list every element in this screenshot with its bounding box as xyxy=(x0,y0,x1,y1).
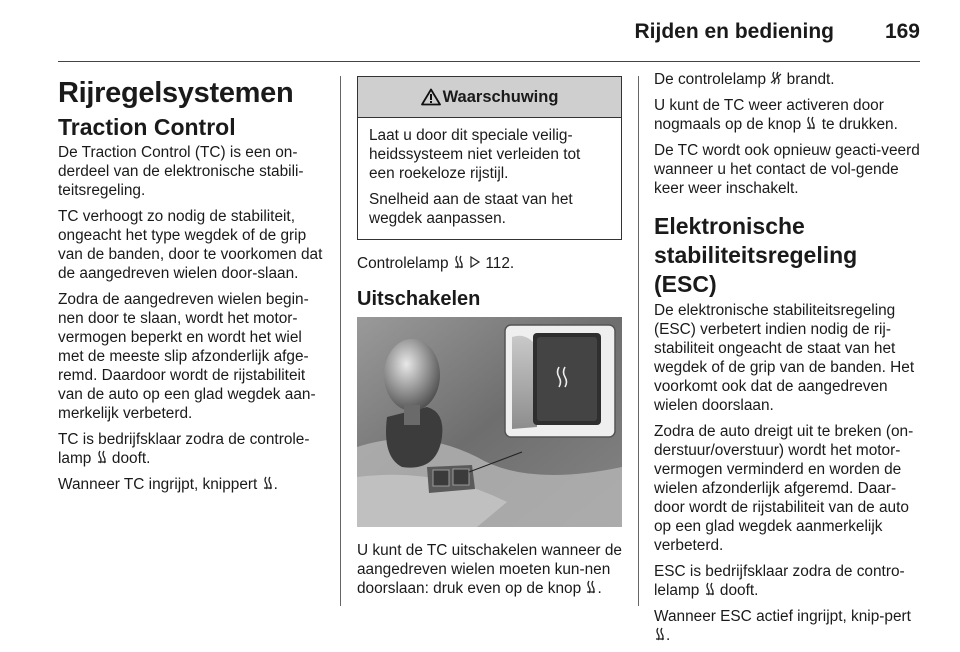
text-run: . xyxy=(597,580,602,597)
text-run: De controlelamp xyxy=(654,71,767,88)
text-run: ESC is bedrijfsklaar zodra de contro-lelamp xyxy=(654,563,905,599)
traction-control-icon xyxy=(704,582,716,596)
subsection-title: Traction Control xyxy=(58,114,236,140)
paragraph: TC verhoogt zo nodig de stabiliteit, ongeacht het type wegdek of de grip van de banden, door te voorkomen dat de aangedreven wielen door-slaan. xyxy=(58,208,323,282)
paragraph xyxy=(654,562,922,600)
text-run: Controlelamp xyxy=(357,255,449,272)
paragraph: De Traction Control (TC) is een on-derdeel van de elektronische stabili-teitsregeling. xyxy=(58,144,304,199)
text-run: 112. xyxy=(485,255,515,272)
paragraph xyxy=(58,430,326,468)
tc-button-photo xyxy=(357,317,622,527)
paragraph: Zodra de auto dreigt uit te breken (on-derstuur/overstuur) wordt het motor-vermogen verminderd en worden de wielen afzonderlijk afgeremd. Daar-door wordt de rijstabiliteit van de auto op een glad wegdek aanmerkelijk verbeterd. xyxy=(654,423,914,554)
paragraph: Zodra de aangedreven wielen begin-nen door te slaan, wordt het motor-vermogen beperkt en wordt het wiel met de meeste slip afzonderlijk afge-remd. Daardoor wordt de rijstabiliteit van de auto op een glad wegdek aan-merkelijk verbeterd. xyxy=(58,291,316,422)
column-divider xyxy=(638,76,639,606)
paragraph: Snelheid aan de staat van het wegdek aanpassen. xyxy=(369,191,573,227)
text-run: U kunt de TC uitschakelen wanneer de aangedreven wielen moeten kun-nen doorslaan: druk even op de knop xyxy=(357,542,622,597)
paragraph: De TC wordt ook opnieuw geacti-veerd wanneer u het contact de vol-gende keer weer inschakelt. xyxy=(654,142,920,197)
traction-control-icon xyxy=(805,116,817,130)
section-title: Elektronische stabiliteitsregeling (ESC) xyxy=(654,213,858,297)
paragraph xyxy=(357,541,622,598)
column-right xyxy=(654,70,922,652)
paragraph xyxy=(654,96,922,134)
text-run: te drukken. xyxy=(821,116,898,133)
paragraph: De elektronische stabiliteitsregeling (ESC) verbetert indien nodig de rij-stabiliteit ongeacht de staat van het wegdek of de grip van de banden. Het voorkomt ook dat de aangedreven wielen doorslaan. xyxy=(654,302,915,414)
page-reference-icon[interactable] xyxy=(469,255,481,269)
traction-control-icon xyxy=(585,580,597,594)
text-run: U kunt de TC weer activeren door nogmaals op de knop xyxy=(654,97,884,133)
warning-box xyxy=(357,76,622,240)
warning-header xyxy=(358,77,621,118)
text-run: Wanneer ESC actief ingrijpt, knip-pert xyxy=(654,608,911,625)
warning-body xyxy=(358,118,621,239)
column-divider xyxy=(340,76,341,606)
page-header xyxy=(0,0,960,62)
text-run: Wanneer TC ingrijpt, knippert xyxy=(58,476,258,493)
text-run: dooft. xyxy=(111,450,151,467)
text-run: TC is bedrijfsklaar zodra de controle-lamp xyxy=(58,431,310,467)
traction-control-icon xyxy=(453,255,465,269)
traction-control-icon xyxy=(654,627,666,641)
column-middle xyxy=(357,70,622,605)
traction-control-icon xyxy=(262,476,274,490)
section-title: Rijregelsystemen xyxy=(58,77,294,109)
header-rule xyxy=(58,61,920,62)
paragraph xyxy=(654,607,922,645)
warning-triangle-icon xyxy=(421,88,441,106)
text-run: dooft. xyxy=(719,582,759,599)
text-run: . xyxy=(666,627,671,644)
warning-title: Waarschuwing xyxy=(442,87,559,106)
paragraph xyxy=(654,70,922,89)
header-title: Rijden en bediening xyxy=(634,20,834,43)
paragraph xyxy=(58,475,326,494)
text-run: brandt. xyxy=(786,71,835,88)
paragraph: Laat u door dit speciale veilig-heidssysteem niet verleiden tot een roekeloze rijstijl. xyxy=(369,127,581,182)
page-reference xyxy=(357,254,622,273)
traction-control-off-icon xyxy=(770,71,782,85)
text-run: . xyxy=(273,476,278,493)
subheading: Uitschakelen xyxy=(357,288,481,310)
traction-control-icon xyxy=(96,450,108,464)
page-number: 169 xyxy=(884,20,920,43)
column-left xyxy=(58,70,326,501)
